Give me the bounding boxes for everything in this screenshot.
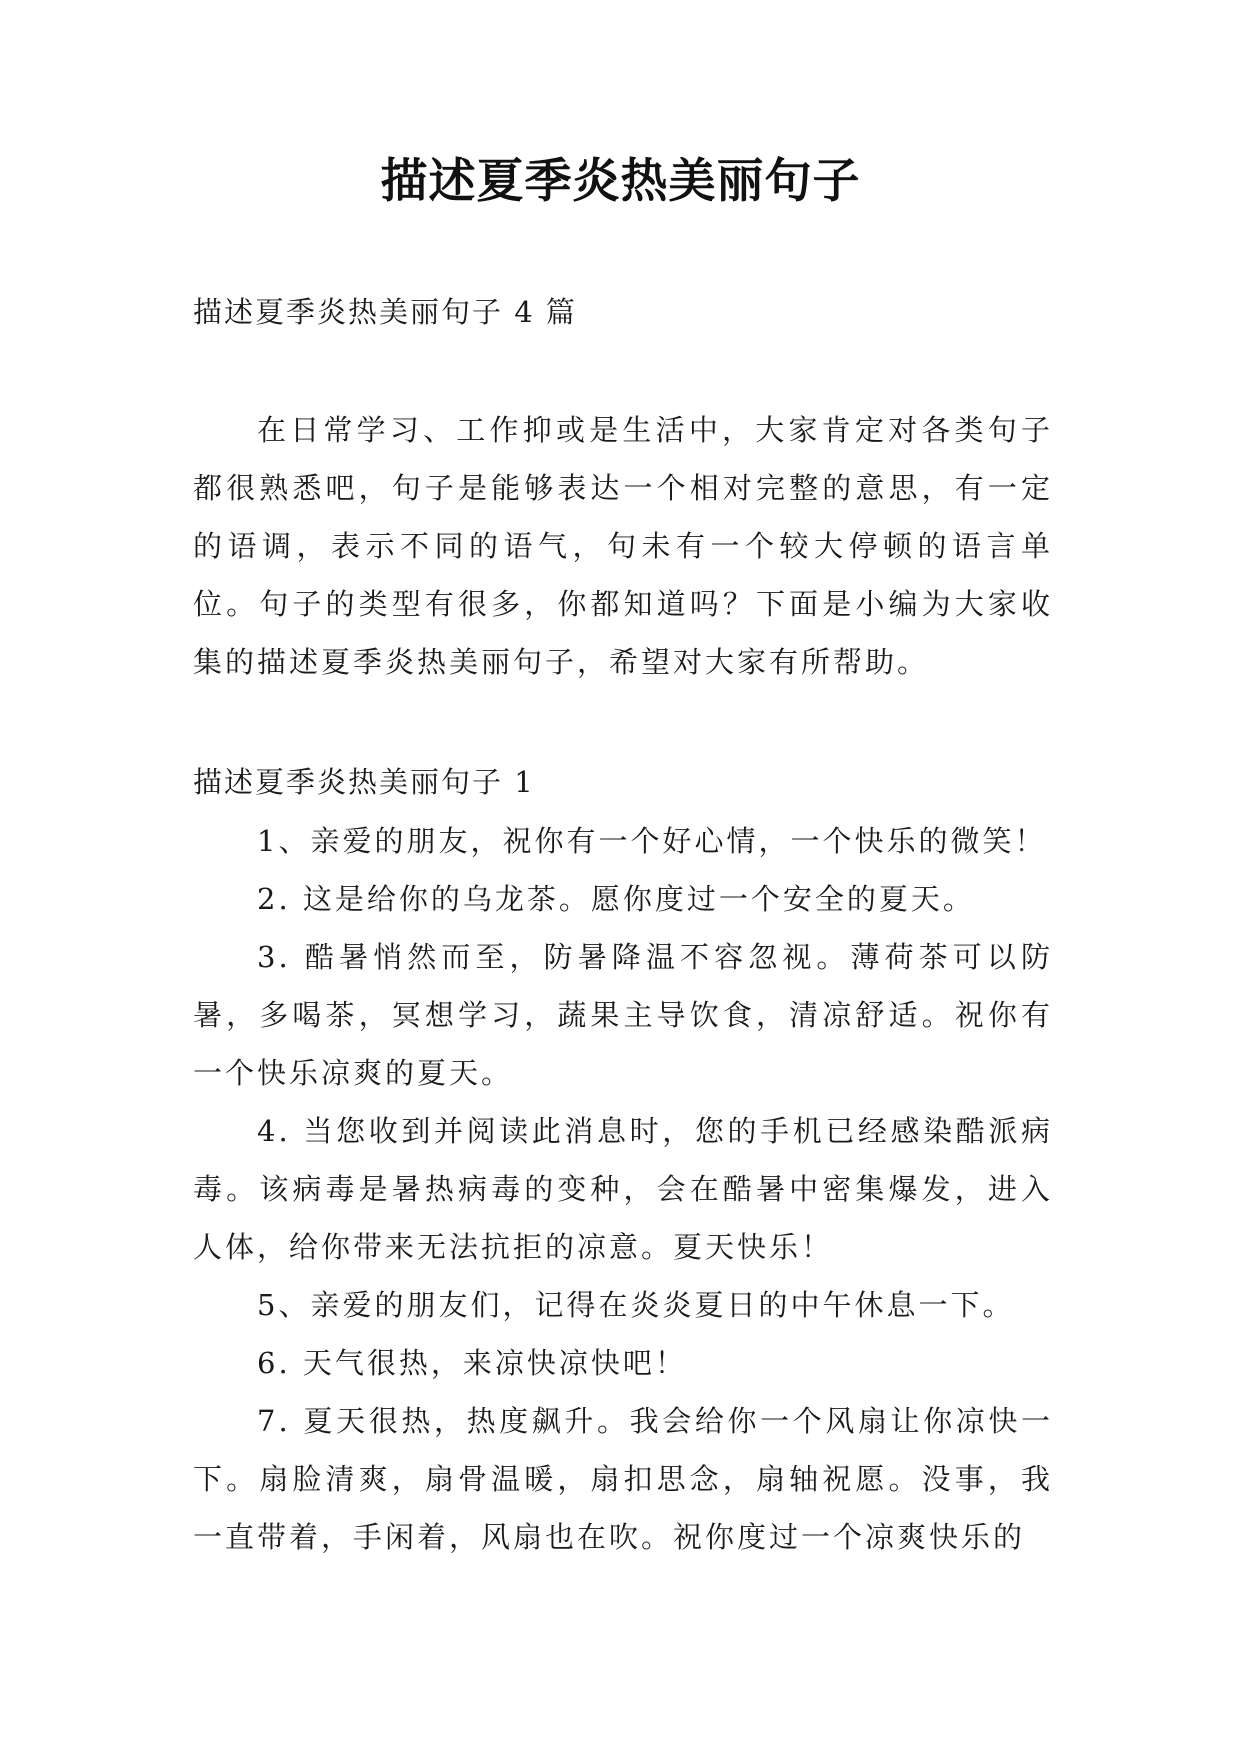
list-item: 6. 天气很热，来凉快凉快吧！ <box>257 1346 687 1380</box>
section-heading: 描述夏季炎热美丽句子 1 <box>193 765 535 799</box>
list-item: 1、亲爱的朋友，祝你有一个好心情，一个快乐的微笑！ <box>257 824 1047 858</box>
list-item: 2. 这是给你的乌龙茶。愿你度过一个安全的夏天。 <box>257 882 975 916</box>
list-item: 3. 酷暑悄然而至，防暑降温不容忽视。薄荷茶可以防暑，多喝茶，冥想学习，蔬果主导饮食，清凉舒适。祝你有一个快乐凉爽的夏天。 <box>193 940 1053 1090</box>
list-item: 4. 当您收到并阅读此消息时，您的手机已经感染酷派病毒。该病毒是暑热病毒的变种，会在酷暑中密集爆发，进入人体，给你带来无法抗拒的凉意。夏天快乐！ <box>193 1114 1053 1264</box>
intro-paragraph: 在日常学习、工作抑或是生活中，大家肯定对各类句子都很熟悉吧，句子是能够表达一个相对完整的意思，有一定的语调，表示不同的语气，句未有一个较大停顿的语言单位。句子的类型有很多，你都知道吗？下面是小编为大家收集的描述夏季炎热美丽句子，希望对大家有所帮助。 <box>193 413 1053 679</box>
list-item: 5、亲爱的朋友们，记得在炎炎夏日的中午休息一下。 <box>257 1288 1015 1322</box>
document-subtitle: 描述夏季炎热美丽句子 4 篇 <box>193 295 577 329</box>
document-title: 描述夏季炎热美丽句子 <box>380 154 861 209</box>
list-item: 7. 夏天很热，热度飙升。我会给你一个风扇让你凉快一下。扇脸清爽，扇骨温暖，扇扣思念，扇轴祝愿。没事，我一直带着，手闲着，风扇也在吹。祝你度过一个凉爽快乐的 <box>193 1404 1053 1554</box>
